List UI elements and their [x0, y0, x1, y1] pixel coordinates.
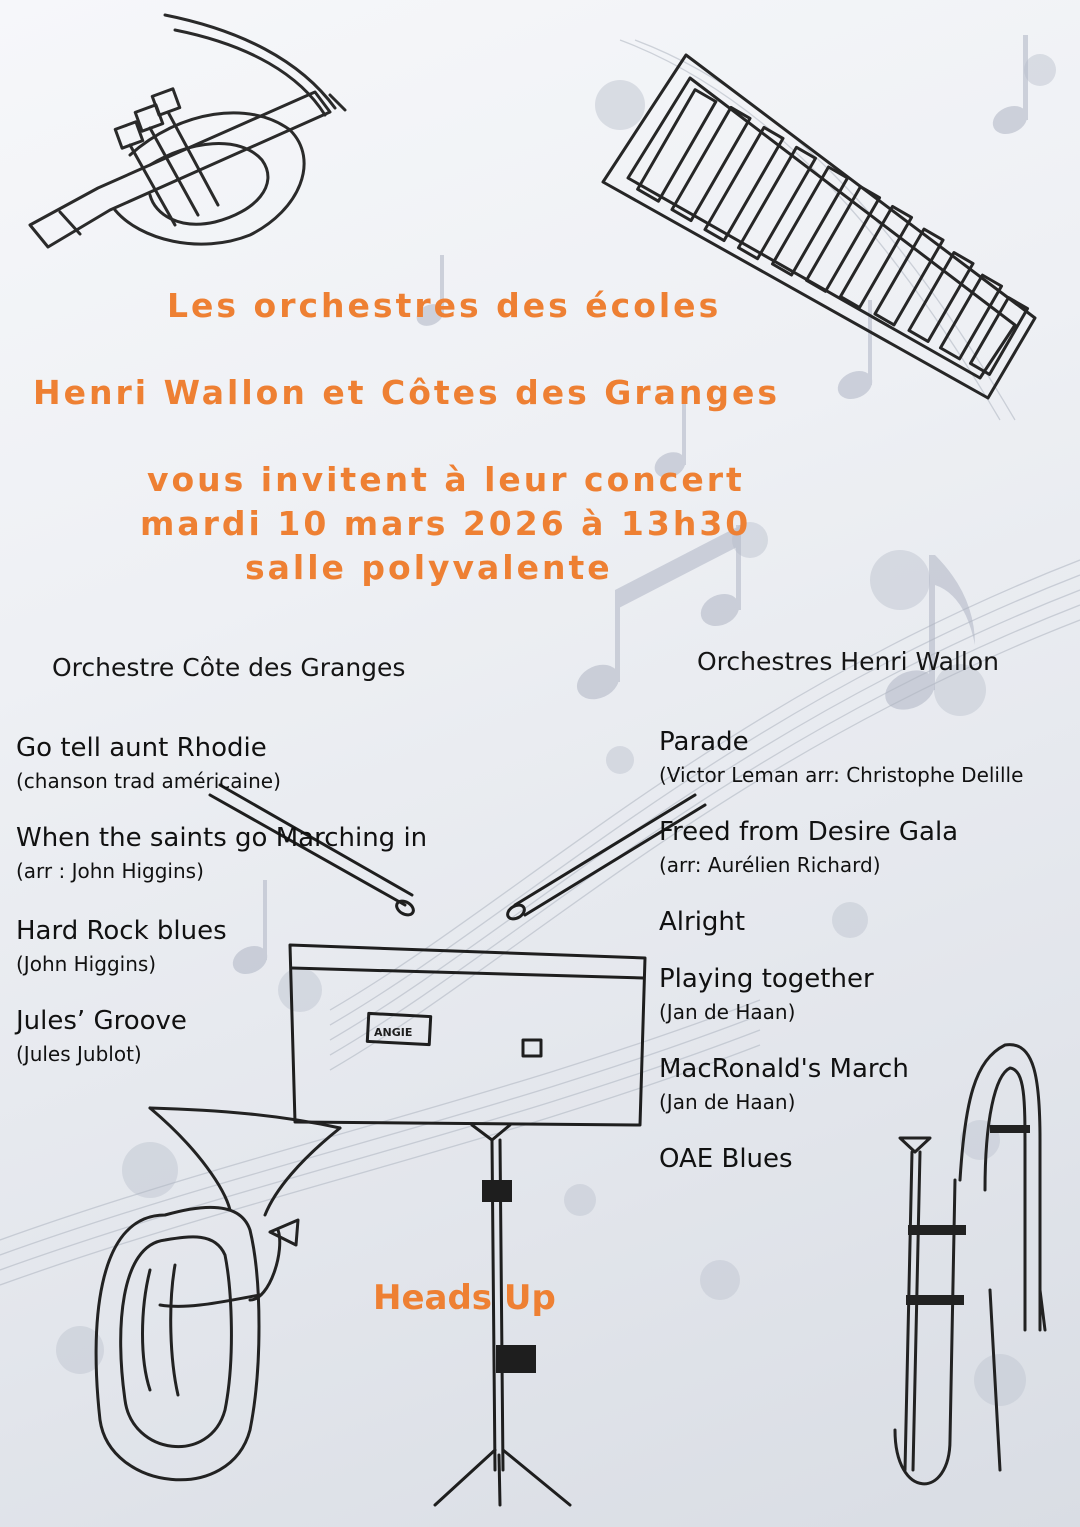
song-subtitle: (arr: Aurélien Richard): [659, 853, 881, 877]
right-song-5: [659, 1054, 909, 1114]
song-subtitle: (Jan de Haan): [659, 1090, 796, 1114]
song-subtitle: (Jules Jublot): [16, 1042, 142, 1066]
header-line-4: mardi 10 mars 2026 à 13h30: [140, 504, 752, 543]
song-title: When the saints go Marching in: [16, 823, 428, 853]
stand-label: ANGIE: [374, 1026, 413, 1039]
header-line-1: Les orchestres des écoles: [167, 286, 722, 325]
song-title: Jules’ Groove: [16, 1006, 187, 1036]
left-song-1: [16, 733, 281, 793]
right-song-3: [659, 907, 745, 937]
song-subtitle: (Jan de Haan): [659, 1000, 796, 1024]
song-subtitle: (Victor Leman arr: Christophe Delille: [659, 763, 1024, 787]
right-song-4: [659, 964, 874, 1024]
song-title: MacRonald's March: [659, 1054, 909, 1084]
header-line-5: salle polyvalente: [245, 548, 613, 587]
right-song-1: [659, 727, 1023, 787]
song-title: Parade: [659, 727, 749, 757]
right-song-6: [659, 1144, 793, 1174]
right-song-2: [659, 817, 958, 877]
song-title: Go tell aunt Rhodie: [16, 733, 267, 763]
song-title: Playing together: [659, 964, 874, 994]
right-column-heading: Orchestres Henri Wallon: [697, 647, 999, 676]
finale-title: Heads Up: [373, 1278, 556, 1318]
header-line-2: Henri Wallon et Côtes des Granges: [33, 373, 781, 412]
song-subtitle: (John Higgins): [16, 952, 157, 976]
header-line-3: vous invitent à leur concert: [147, 460, 745, 499]
song-subtitle: (arr : John Higgins): [16, 859, 204, 883]
song-title: OAE Blues: [659, 1144, 793, 1174]
song-title: Freed from Desire Gala: [659, 817, 959, 847]
left-song-4: [16, 1006, 187, 1066]
song-subtitle: (chanson trad américaine): [16, 769, 281, 793]
song-title: Alright: [659, 907, 746, 937]
left-song-2: [16, 823, 427, 883]
song-title: Hard Rock blues: [16, 916, 227, 946]
left-column-heading: Orchestre Côte des Granges: [52, 653, 406, 682]
left-song-3: [16, 916, 227, 976]
